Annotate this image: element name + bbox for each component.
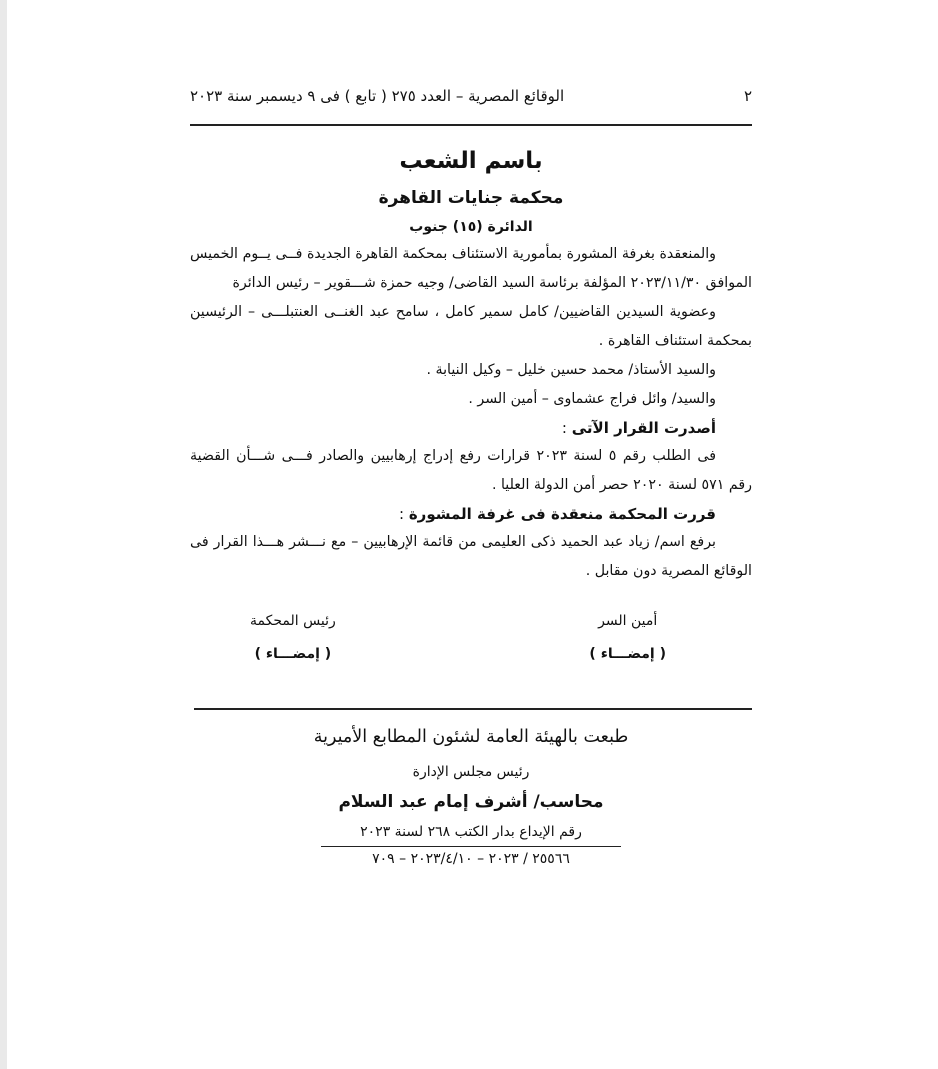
running-header [190, 84, 752, 108]
secretary-signature-block [589, 610, 666, 662]
court-name: محكمة جنايات القاهرة [378, 188, 564, 208]
signatures [190, 610, 752, 662]
chairman-title: رئيس مجلس الإدارة [412, 764, 530, 780]
page-number: ٢ [743, 87, 752, 105]
decision-heading-text: أصدرت القرار الآتى [571, 419, 716, 437]
gazette-page [190, 84, 752, 867]
deposit-number: رقم الإيداع بدار الكتب ٢٦٨ لسنة ٢٠٢٣ [360, 824, 582, 840]
president-label: رئيس المحكمة [250, 613, 336, 629]
print-code: ٢٥٥٦٦ / ٢٠٢٣ – ٢٠٢٣/٤/١٠ – ٧٠٩ [372, 851, 570, 867]
footer-rule [194, 708, 752, 710]
secretary-signature: ( إمضـــاء ) [589, 646, 666, 662]
session-paragraph: والمنعقدة بغرفة المشورة بمأمورية الاستئناف بمحكمة القاهرة الجديدة فــى يــوم الخميس الموافق ٢٠٢٣/١١/٣٠ المؤلفة برئاسة السيد القاضى/ وجيه حمزة شـــقوير – رئيس الدائرة [190, 246, 752, 291]
chairman-name: محاسب/ أشرف إمام عبد السلام [338, 792, 604, 812]
printer-statement: طبعت بالهيئة العامة لشئون المطابع الأميرية [313, 727, 629, 747]
circuit-name: الدائرة (١٥) جنوب [409, 219, 533, 235]
prosecutor-paragraph: والسيد الأستاذ/ محمد حسين خليل – وكيل النيابة . [426, 362, 716, 378]
deposit-rule [321, 846, 621, 847]
running-title: الوقائع المصرية – العدد ٢٧٥ ( تابع ) فى ٩ ديسمبر سنة ٢٠٢٣ [190, 87, 565, 105]
secretary-paragraph: والسيد/ وائل فراج عشماوى – أمين السر . [468, 391, 716, 407]
header-rule [190, 124, 752, 126]
president-signature-block [250, 610, 336, 662]
ruling-paragraph: برفع اسم/ زياد عبد الحميد ذكى العليمى من قائمة الإرهابيين – مع نـــشر هـــذا القرار فى الوقائع المصرية دون مقابل . [190, 534, 752, 579]
ruling-heading-text: قررت المحكمة منعقدة فى غرفة المشورة [408, 505, 716, 523]
president-signature: ( إمضـــاء ) [254, 646, 332, 662]
secretary-label: أمين السر [598, 613, 658, 629]
decision-heading: أصدرت القرار الآتى : [561, 419, 716, 437]
members-paragraph: وعضوية السيدين القاضيين/ كامل سمير كامل ، سامح عبد الغنــى العنتبلـــى – الرئيسين بمحكمة استئناف القاهرة . [190, 304, 752, 349]
title-in-the-name-of-people: باسم الشعب [399, 148, 543, 174]
scan-left-edge [0, 0, 7, 1069]
request-paragraph: فى الطلب رقم ٥ لسنة ٢٠٢٣ قرارات رفع إدراج إرهابيين والصادر فـــى شـــأن القضية رقم ٥٧١ لسنة ٢٠٢٠ حصر أمن الدولة العليا . [190, 448, 752, 493]
ruling-heading: قررت المحكمة منعقدة فى غرفة المشورة : [399, 505, 716, 523]
